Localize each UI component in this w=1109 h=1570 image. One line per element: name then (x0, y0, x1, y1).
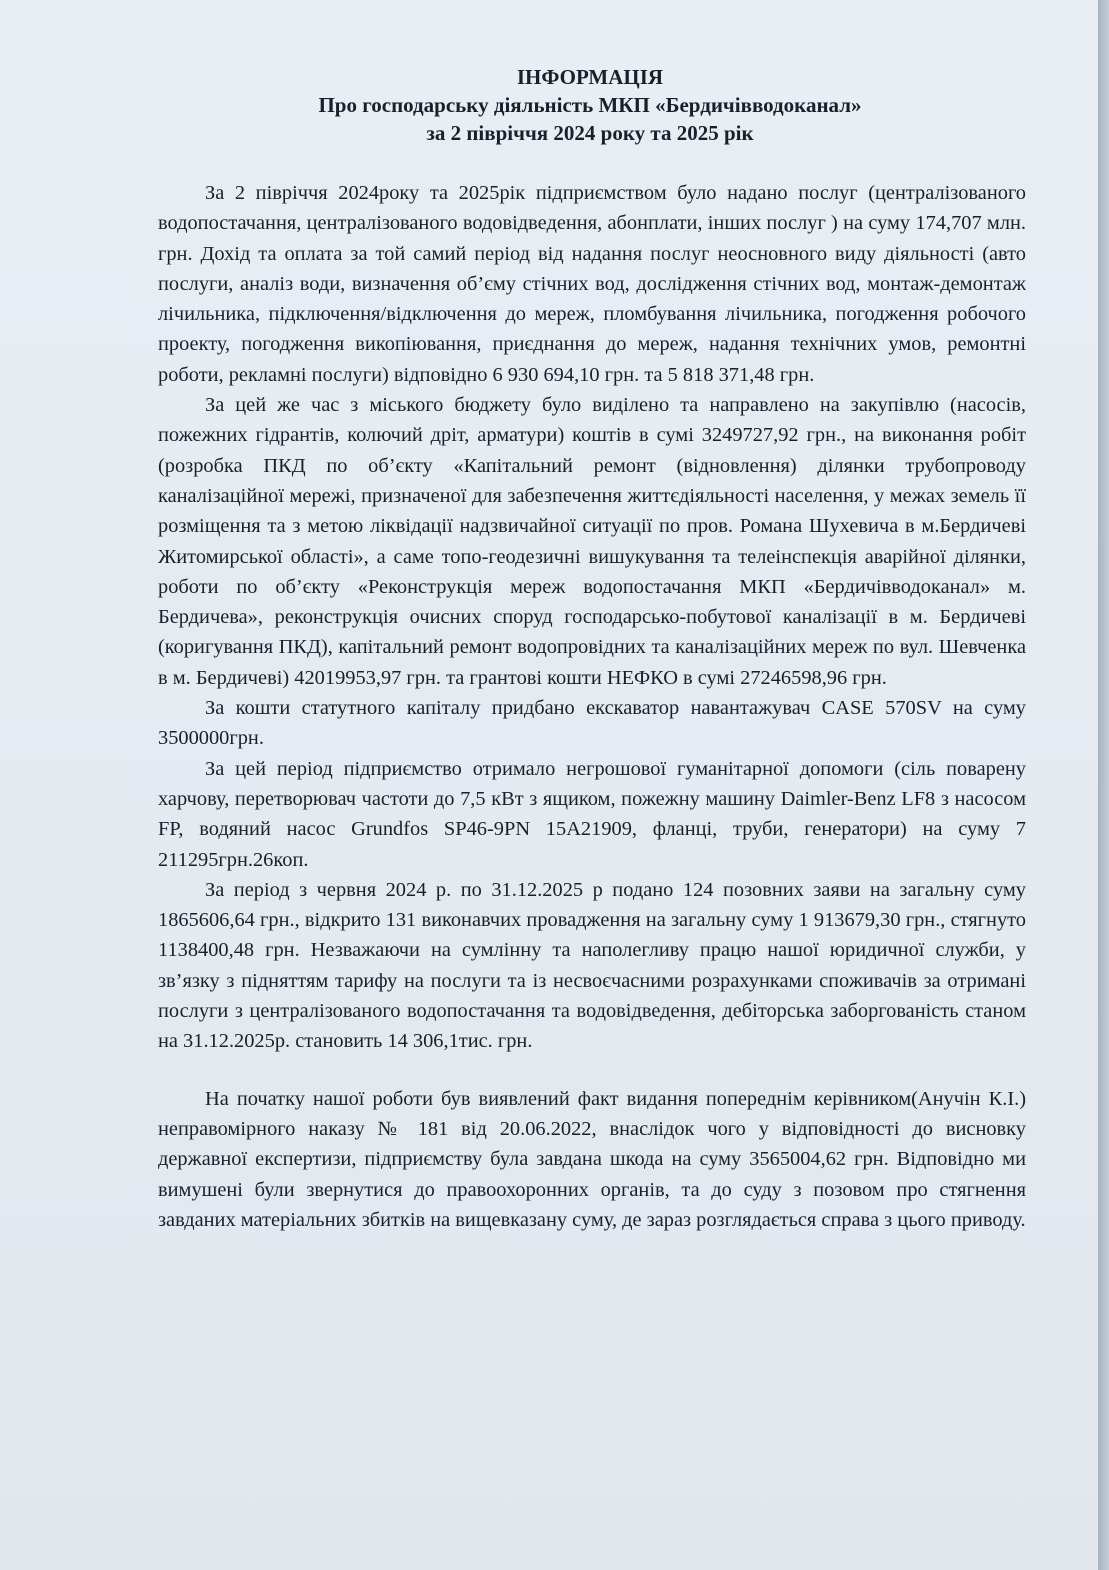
document-subtitle-line-1: Про господарську діяльність МКП «Бердичівводоканал» (318, 93, 862, 117)
paragraph-city-budget: За цей же час з міського бюджету було виділено та направлено на закупівлю (насосів, пожежних гідрантів, колючий дріт, арматури) коштів в сумі 3249727,92 грн., на виконання робіт (розробка ПКД по об’єкту «Капітальний ремонт (відновлення) ділянки трубопроводу каналізаційної мережі, призначеної для забезпечення життєдіяльності населення, у межах земель її розміщення та з метою ліквідації надзвичайної ситуації по пров. Романа Шухевича в м.Бердичеві Житомирської області», а саме топо-геодезичні вишукування та телеінспекція аварійної ділянки, роботи по об’єкту «Реконструкція мереж водопостачання МКП «Бердичівводоканал» м. Бердичева», реконструкція очисних споруд господарсько-побутової каналізації в м. Бердичеві (коригування ПКД), капітальний ремонт водопровідних та каналізаційних мереж по вул. Шевченка в м. Бердичеві) 42019953,97 грн. та грантові кошти НЕФКО в сумі 27246598,96 грн. (158, 394, 1026, 689)
document-body (158, 178, 1026, 1235)
paper-edge (1098, 0, 1109, 1570)
paragraph-excavator-purchase: За кошти статутного капіталу придбано екскаватор навантажувач CASE 570SV на суму 3500000грн. (158, 697, 1026, 750)
document-header (130, 63, 1050, 147)
document-subtitle-line-2: за 2 півріччя 2024 року та 2025 рік (426, 121, 754, 145)
paragraph-services-revenue: За 2 півріччя 2024року та 2025рік підприємством було надано послуг (централізованого водопостачання, централізованого водовідведення, абонплати, інших послуг ) на суму 174,707 млн. грн. Дохід та оплата за той самий період від надання послуг неосновного виду діяльності (авто послуги, аналіз води, визначення об’єму стічних вод, дослідження стічних вод, монтаж-демонтаж лічильника, підключення/відключення до мереж, пломбування лічильника, погодження робочого проекту, погодження викопіювання, приєднання до мереж, надання технічних умов, ремонтні роботи, рекламні послуги) відповідно 6 930 694,10 грн. та 5 818 371,48 грн. (158, 182, 1026, 386)
paragraph-humanitarian-aid: За цей період підприємство отримало негрошової гуманітарної допомоги (сіль поварену харчову, перетворювач частоти до 7,5 кВт з ящиком, пожежну машину Daimler-Benz LF8 з насосом FP, водяний насос Grundfos SP46-9PN 15A21909, фланці, труби, генератори) на суму 7 211295грн.26коп. (158, 757, 1026, 871)
document-title: ІНФОРМАЦІЯ (516, 65, 664, 89)
paragraph-legal-claims: За період з червня 2024 р. по 31.12.2025 р подано 124 позовних заяви на загальну суму 1865606,64 грн., відкрито 131 виконавчих провадження на загальну суму 1 913679,30 грн., стягнуто 1138400,48 грн. Незважаючи на сумлінну та наполегливу працю нашої юридичної служби, у зв’язку з підняттям тарифу на послуги та із несвоєчасними розрахунками споживачів за отримані послуги з централізованого водопостачання та водовідведення, дебіторська заборгованість станом на 31.12.2025р. становить 14 306,1тис. грн. (158, 878, 1026, 1053)
paragraph-previous-management: На початку нашої роботи був виявлений факт видання попереднім керівником(Анучін К.І.) неправомірного наказу № 181 від 20.06.2022, внаслідок чого у відповідності до висновку державної експертизи, підприємству була завдана шкода на суму 3565004,62 грн. Відповідно ми вимушені були звернутися до правоохоронних органів, та до суду з позовом про стягнення завданих матеріальних збитків на вищевказану суму, де зараз розглядається справа з цього приводу. (158, 1087, 1026, 1231)
